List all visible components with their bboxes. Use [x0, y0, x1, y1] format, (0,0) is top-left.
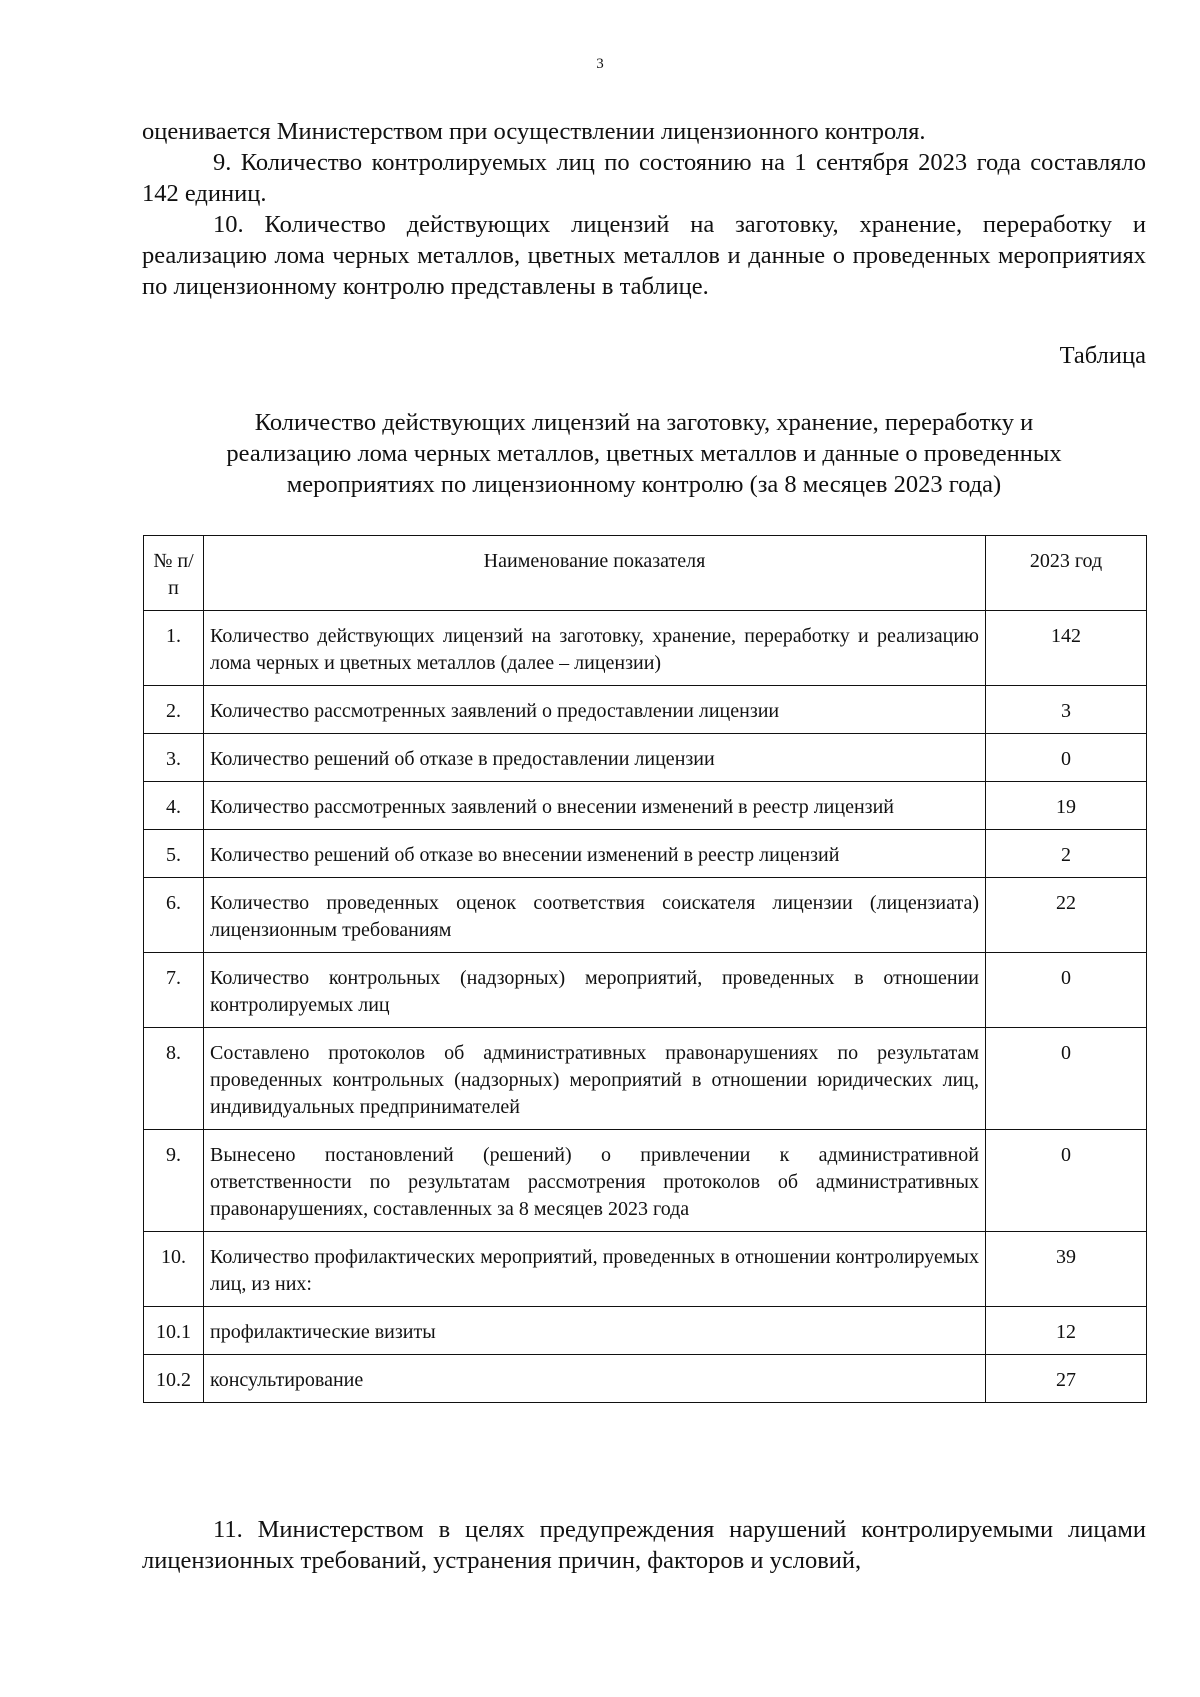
row-num: 2. — [144, 686, 204, 734]
row-num: 3. — [144, 734, 204, 782]
header-value: 2023 год — [986, 536, 1147, 611]
table-caption — [142, 407, 1146, 500]
row-name: консультирование — [204, 1355, 986, 1403]
row-name: Вынесено постановлений (решений) о привлечении к административной ответственности по результатам рассмотрения протоколов об административных правонарушениях, составленных за 8 месяцев 2023 года — [204, 1130, 986, 1232]
row-value: 22 — [986, 878, 1147, 953]
table-label: Таблица — [1059, 342, 1146, 369]
row-name: Количество решений об отказе во внесении изменений в реестр лицензий — [204, 830, 986, 878]
row-name: Количество действующих лицензий на заготовку, хранение, переработку и реализацию лома черных и цветных металлов (далее – лицензии) — [204, 611, 986, 686]
table-header-row — [144, 536, 1147, 611]
row-name: Количество проведенных оценок соответствия соискателя лицензии (лицензиата) лицензионным требованиям — [204, 878, 986, 953]
row-value: 0 — [986, 953, 1147, 1028]
table-row — [144, 953, 1147, 1028]
row-name: профилактические визиты — [204, 1307, 986, 1355]
row-num: 8. — [144, 1028, 204, 1130]
row-value: 3 — [986, 686, 1147, 734]
row-value: 0 — [986, 1028, 1147, 1130]
row-num: 7. — [144, 953, 204, 1028]
row-num: 10.1 — [144, 1307, 204, 1355]
row-value: 12 — [986, 1307, 1147, 1355]
row-num: 5. — [144, 830, 204, 878]
row-value: 39 — [986, 1232, 1147, 1307]
intro-text — [142, 116, 1146, 302]
table-row — [144, 878, 1147, 953]
row-value: 27 — [986, 1355, 1147, 1403]
row-name: Количество рассмотренных заявлений о предоставлении лицензии — [204, 686, 986, 734]
table-row — [144, 686, 1147, 734]
page-number: 3 — [596, 56, 604, 72]
table-row — [144, 782, 1147, 830]
row-num: 4. — [144, 782, 204, 830]
row-value: 2 — [986, 830, 1147, 878]
row-value: 142 — [986, 611, 1147, 686]
row-name: Количество профилактических мероприятий, проведенных в отношении контролируемых лиц, из них: — [204, 1232, 986, 1307]
data-table — [143, 535, 1147, 1403]
row-num: 1. — [144, 611, 204, 686]
table-row — [144, 1232, 1147, 1307]
intro-paragraph-1: оценивается Министерством при осуществлении лицензионного контроля. — [142, 118, 926, 145]
table-caption-line-2: реализацию лома черных металлов, цветных металлов и данные о проведенных — [226, 440, 1062, 467]
bottom-paragraph: 11. Министерством в целях предупреждения нарушений контролируемыми лицами лицензионных требований, устранения причин, факторов и условий, — [142, 1516, 1146, 1574]
row-name: Количество контрольных (надзорных) мероприятий, проведенных в отношении контролируемых лиц — [204, 953, 986, 1028]
row-value: 0 — [986, 1130, 1147, 1232]
header-name: Наименование показателя — [204, 536, 986, 611]
table-caption-line-1: Количество действующих лицензий на заготовку, хранение, переработку и — [254, 409, 1034, 436]
table-row — [144, 611, 1147, 686]
row-name: Количество рассмотренных заявлений о внесении изменений в реестр лицензий — [204, 782, 986, 830]
table-row — [144, 1355, 1147, 1403]
table-row — [144, 830, 1147, 878]
row-num: 9. — [144, 1130, 204, 1232]
row-num: 10. — [144, 1232, 204, 1307]
row-num: 6. — [144, 878, 204, 953]
row-name: Составлено протоколов об административных правонарушениях по результатам проведенных контрольных (надзорных) мероприятий в отношении юридических лиц, индивидуальных предпринимателей — [204, 1028, 986, 1130]
table-caption-line-3: мероприятиях по лицензионному контролю (за 8 месяцев 2023 года) — [286, 471, 1002, 498]
table-row — [144, 734, 1147, 782]
intro-paragraph-2: 9. Количество контролируемых лиц по состоянию на 1 сентября 2023 года составляло 142 единиц. — [142, 149, 1146, 207]
row-value: 19 — [986, 782, 1147, 830]
intro-paragraph-3: 10. Количество действующих лицензий на заготовку, хранение, переработку и реализацию лома черных металлов, цветных металлов и данные о проведенных мероприятиях по лицензионному контролю представлены в таблице. — [142, 211, 1146, 300]
row-value: 0 — [986, 734, 1147, 782]
bottom-text — [142, 1514, 1146, 1576]
table-row — [144, 1307, 1147, 1355]
row-num: 10.2 — [144, 1355, 204, 1403]
table-row — [144, 1130, 1147, 1232]
table-row — [144, 1028, 1147, 1130]
row-name: Количество решений об отказе в предоставлении лицензии — [204, 734, 986, 782]
header-num: № п/п — [144, 536, 204, 611]
